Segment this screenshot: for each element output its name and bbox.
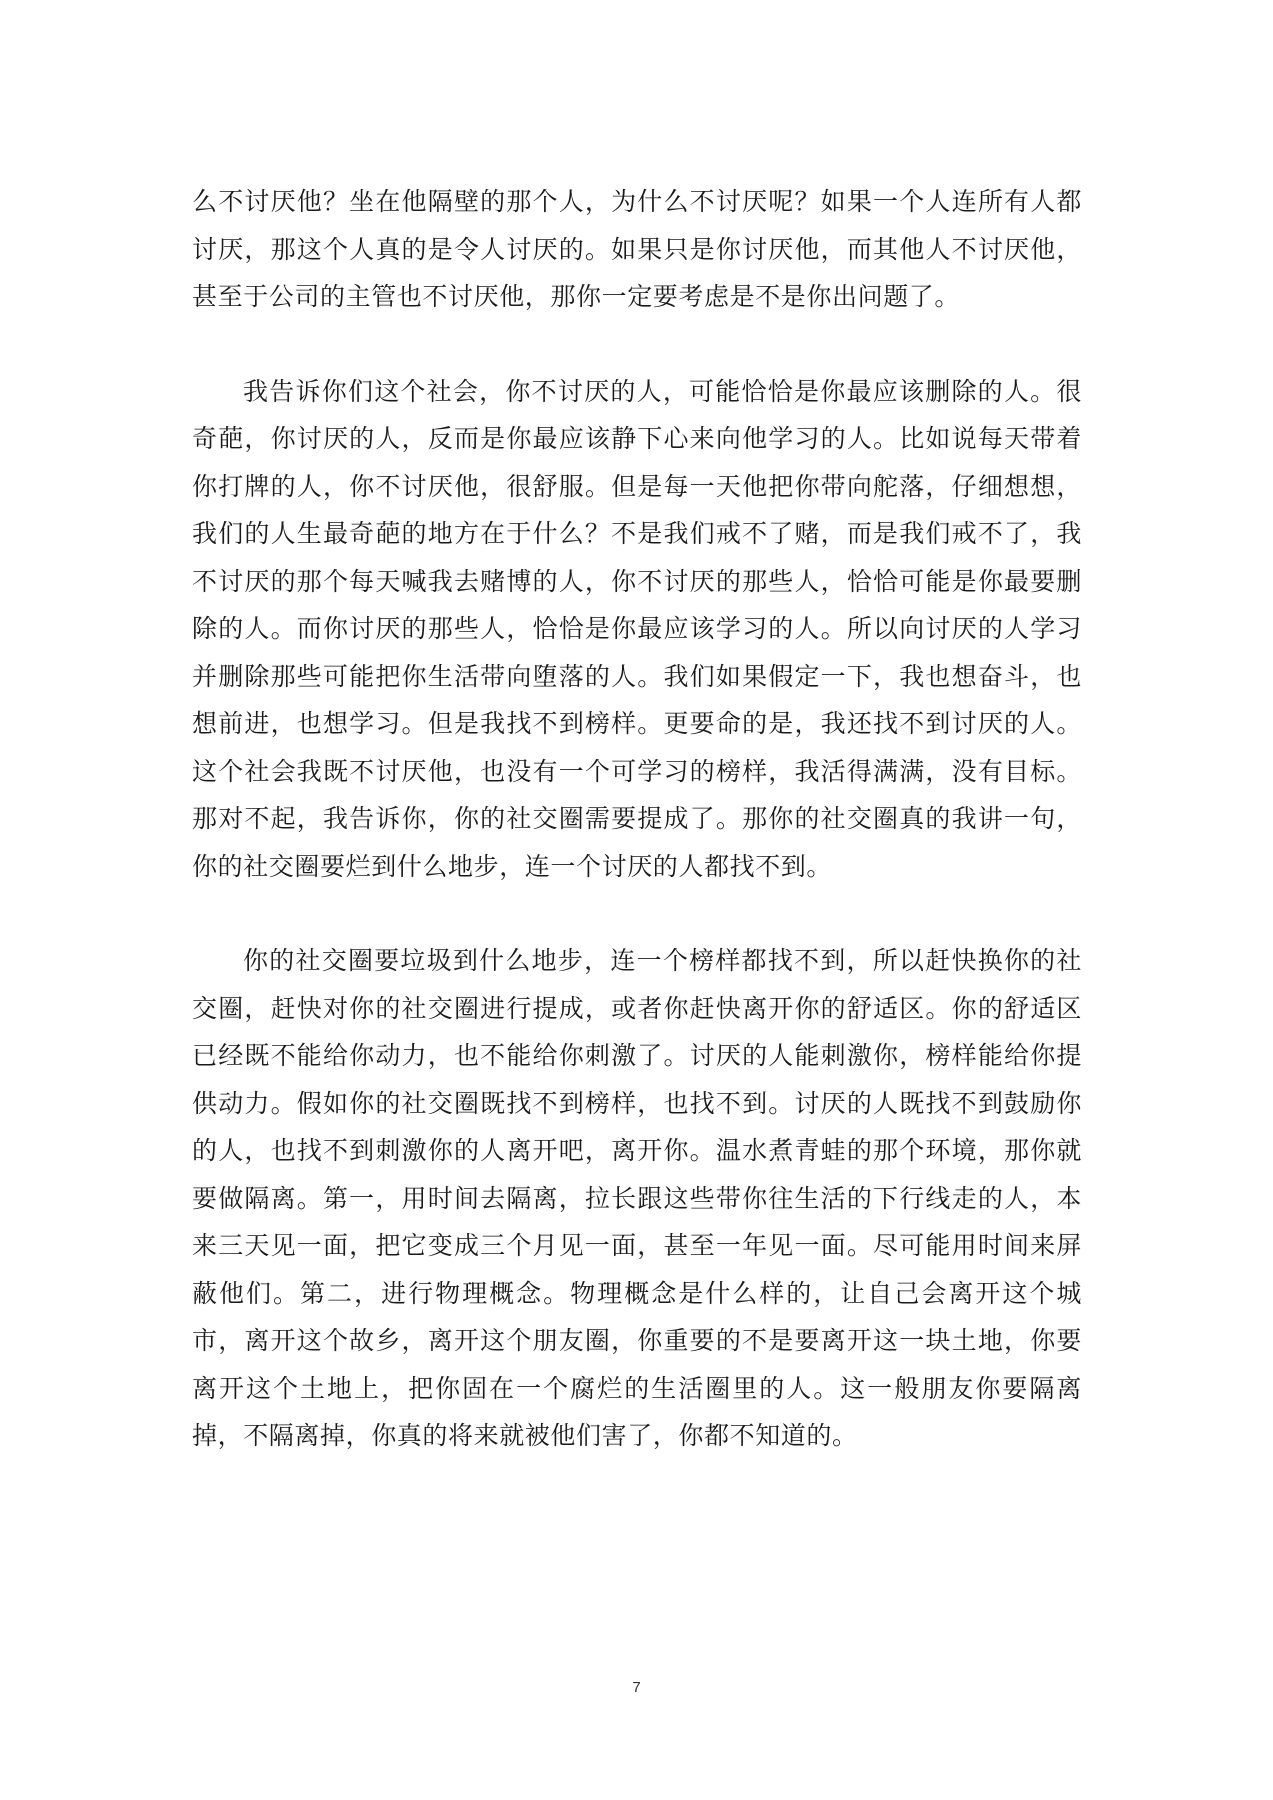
paragraph-3: 你的社交圈要垃圾到什么地步，连一个榜样都找不到，所以赶快换你的社交圈，赶快对你的社交圈进行提成，或者你赶快离开你的舒适区。你的舒适区已经既不能给你动力，也不能给你刺激了。讨厌的人能刺激你，榜样能给你提供动力。假如你的社交圈既找不到榜样，也找不到。讨厌的人既找不到鼓励你的人，也找不到刺激你的人离开吧，离开你。温水煮青蛙的那个环境，那你就要做隔离。第一，用时间去隔离，拉长跟这些带你往生活的下行线走的人，本来三天见一面，把它变成三个月见一面，甚至一年见一面。尽可能用时间来屏蔽他们。第二，进行物理概念。物理概念是什么样的，让自己会离开这个城市，离开这个故乡，离开这个朋友圈，你重要的不是要离开这一块土地，你要离开这个土地上，把你固在一个腐烂的生活圈里的人。这一般朋友你要隔离掉，不隔离掉，你真的将来就被他们害了，你都不知道的。 [192, 946, 1082, 1450]
document-body [192, 178, 1082, 1460]
page-number: 7 [632, 1679, 641, 1696]
paragraph-spacer [192, 890, 1082, 937]
paragraph-1: 么不讨厌他？坐在他隔壁的那个人，为什么不讨厌呢？如果一个人连所有人都讨厌，那这个人真的是令人讨厌的。如果只是你讨厌他，而其他人不讨厌他，甚至于公司的主管也不讨厌他，那你一定要考虑是不是你出问题了。 [192, 187, 1082, 311]
paragraph-spacer [192, 321, 1082, 368]
paragraph-2: 我告诉你们这个社会，你不讨厌的人，可能恰恰是你最应该删除的人。很奇葩，你讨厌的人，反而是你最应该静下心来向他学习的人。比如说每天带着你打牌的人，你不讨厌他，很舒服。但是每一天他把你带向舵落，仔细想想，我们的人生最奇葩的地方在于什么？不是我们戒不了赌，而是我们戒不了，我不讨厌的那个每天喊我去赌博的人，你不讨厌的那些人，恰恰可能是你最要删除的人。而你讨厌的那些人，恰恰是你最应该学习的人。所以向讨厌的人学习并删除那些可能把你生活带向堕落的人。我们如果假定一下，我也想奋斗，也想前进，也想学习。但是我找不到榜样。更要命的是，我还找不到讨厌的人。这个社会我既不讨厌他，也没有一个可学习的榜样，我活得满满，没有目标。那对不起，我告诉你，你的社交圈需要提成了。那你的社交圈真的我讲一句，你的社交圈要烂到什么地步，连一个讨厌的人都找不到。 [192, 376, 1082, 881]
